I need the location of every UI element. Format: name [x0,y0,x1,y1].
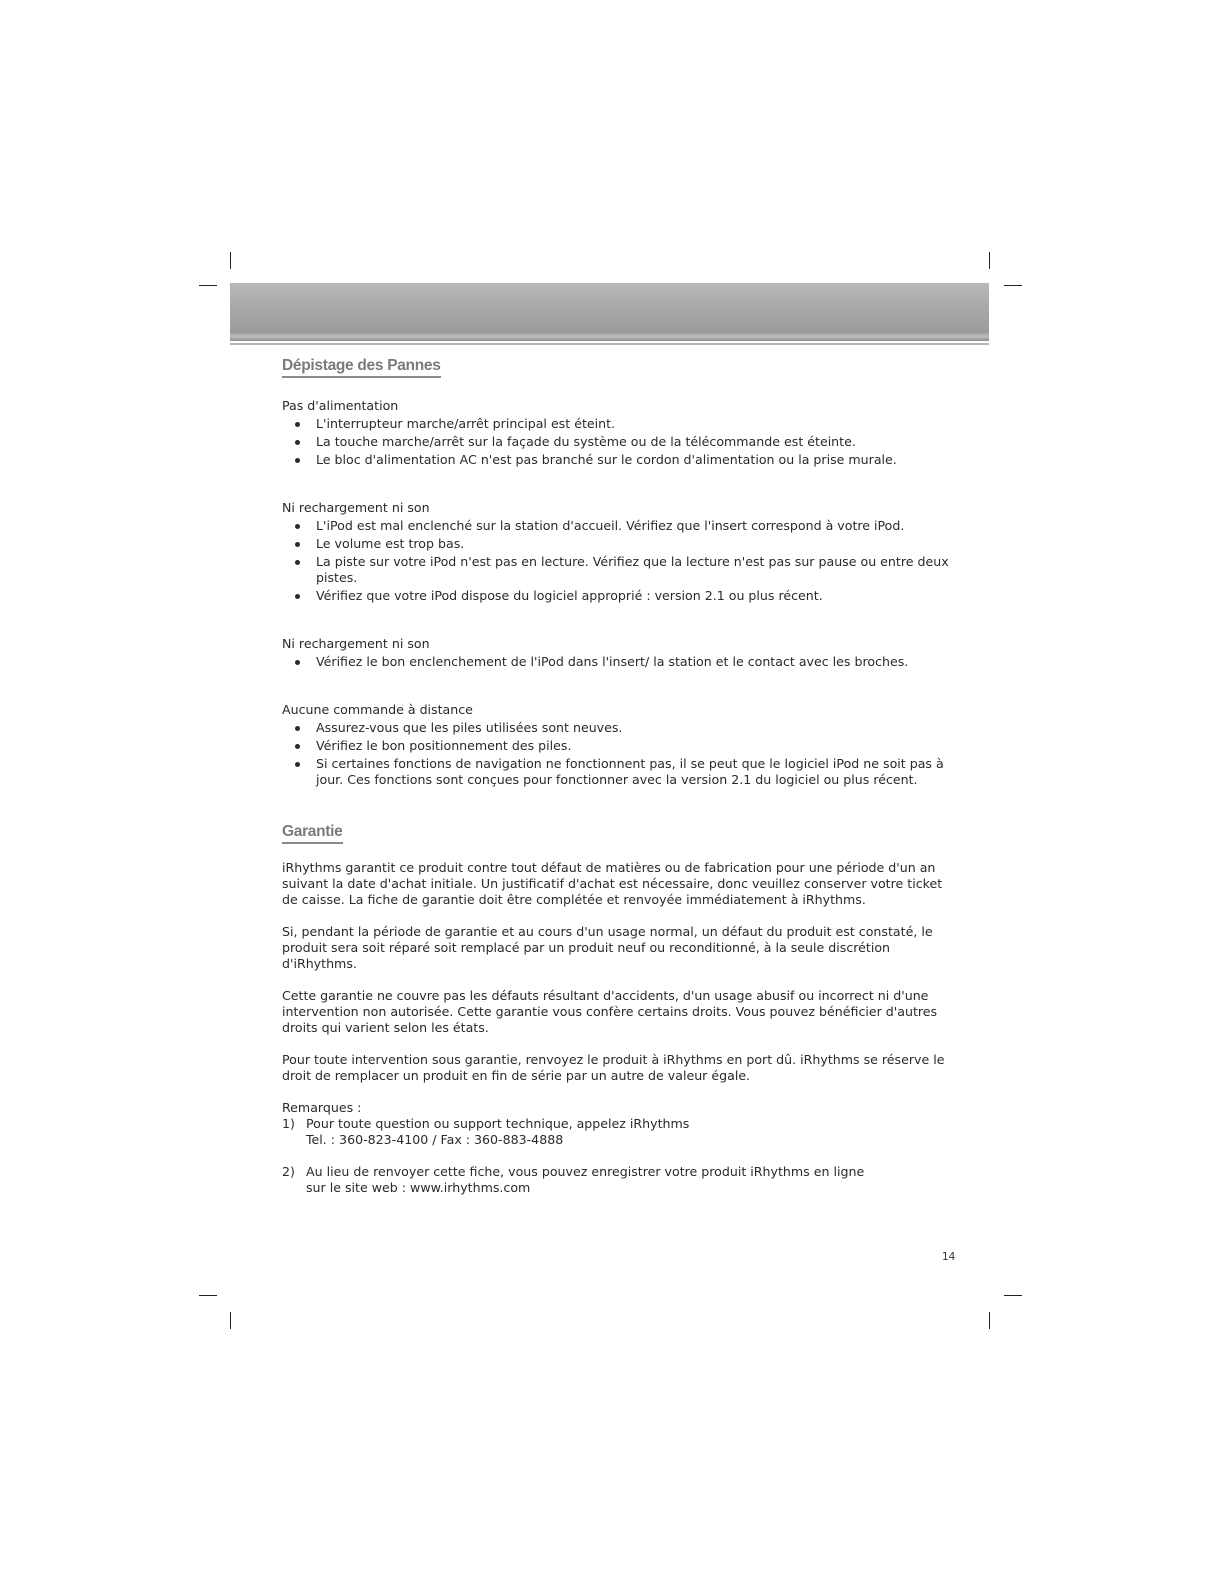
list-item [282,738,952,754]
list-item [282,1116,952,1148]
crop-mark [199,285,217,286]
remarks-list [282,1116,952,1196]
crop-mark [230,1312,231,1329]
warranty-paragraph: Si, pendant la période de garantie et au cours d'un usage normal, un défaut du produit est constaté, le produit sera soit réparé soit remplacé par un produit neuf ou reconditionné, à la seule discrétion d'iRhythms. [282,924,933,971]
note-contact: Tel. : 360-823-4100 / Fax : 360-883-4888 [306,1132,564,1147]
bullet-list [282,416,952,468]
bullet-list [282,654,952,670]
crop-mark [1004,285,1022,286]
bullet-list [282,720,952,788]
bullet-icon [295,744,300,749]
troubleshooting-heading-wrap [282,358,952,386]
list-item-text: Vérifiez le bon enclenchement de l'iPod dans l'insert/ la station et le contact avec les broches. [316,654,909,669]
crop-mark [989,252,990,269]
page-number: 14 [942,1251,956,1263]
list-item [282,434,952,450]
crop-mark [230,252,231,269]
bullet-icon [295,726,300,731]
list-item [282,756,952,788]
list-item-text: La piste sur votre iPod n'est pas en lecture. Vérifiez que la lecture n'est pas sur pause ou entre deux pistes. [316,554,949,585]
list-item-text: Le volume est trop bas. [316,536,465,551]
warranty-heading-wrap [282,824,952,852]
list-item [282,588,952,604]
list-item [282,554,952,586]
bullet-icon [295,594,300,599]
list-item-text: Vérifiez que votre iPod dispose du logiciel approprié : version 2.1 ou plus récent. [316,588,823,603]
list-item-text: Si certaines fonctions de navigation ne fonctionnent pas, il se peut que le logiciel iPod ne soit pas à jour. Ces fonctions sont conçues pour fonctionner avec la version 2.1 du logiciel ou plus récent. [316,756,944,787]
note-website: sur le site web : www.irhythms.com [306,1180,531,1195]
troubleshooting-group [282,500,952,604]
list-item-text: L'iPod est mal enclenché sur la station d'accueil. Vérifiez que l'insert correspond à votre iPod. [316,518,905,533]
bullet-icon [295,762,300,767]
list-item-text: La touche marche/arrêt sur la façade du système ou de la télécommande est éteinte. [316,434,856,449]
header-divider [230,343,989,345]
warranty-paragraph: Cette garantie ne couvre pas les défauts résultant d'accidents, d'un usage abusif ou incorrect ni d'une intervention non autorisée. Cette garantie vous confère certains droits. Vous pouvez bénéficier d'autres droits qui varient selon les états. [282,988,938,1035]
note-number: 1) [282,1116,295,1131]
group-title: Aucune commande à distance [282,702,473,717]
bullet-icon [295,660,300,665]
list-item [282,1164,952,1196]
list-item [282,654,952,670]
troubleshooting-title: Dépistage des Pannes [282,358,441,378]
list-item-text: Assurez-vous que les piles utilisées sont neuves. [316,720,623,735]
bullet-icon [295,542,300,547]
group-title: Ni rechargement ni son [282,500,430,515]
list-item [282,518,952,534]
warranty-paragraph: iRhythms garantit ce produit contre tout défaut de matières ou de fabrication pour une période d'un an suivant la date d'achat initiale. Un justificatif d'achat est nécessaire, donc veuillez conserver votre ticket de caisse. La fiche de garantie doit être complétée et renvoyée immédiatement à iRhythms. [282,860,943,907]
warranty-title: Garantie [282,824,343,844]
list-item [282,536,952,552]
bullet-list [282,518,952,604]
bullet-icon [295,422,300,427]
note-line: Au lieu de renvoyer cette fiche, vous pouvez enregistrer votre produit iRhythms en ligne [306,1164,865,1179]
troubleshooting-group [282,398,952,468]
troubleshooting-group [282,636,952,670]
list-item [282,720,952,736]
crop-mark [989,1312,990,1329]
troubleshooting-group [282,702,952,788]
crop-mark [199,1295,217,1296]
note-line: Pour toute question ou support technique, appelez iRhythms [306,1116,690,1131]
list-item-text: L'interrupteur marche/arrêt principal est éteint. [316,416,616,431]
note-number: 2) [282,1164,295,1179]
bullet-icon [295,440,300,445]
group-title: Ni rechargement ni son [282,636,430,651]
bullet-icon [295,458,300,463]
list-item [282,416,952,432]
list-item-text: Le bloc d'alimentation AC n'est pas branché sur le cordon d'alimentation ou la prise murale. [316,452,897,467]
crop-mark [1004,1295,1022,1296]
bullet-icon [295,524,300,529]
list-item-text: Vérifiez le bon positionnement des piles. [316,738,572,753]
warranty-paragraph: Pour toute intervention sous garantie, renvoyez le produit à iRhythms en port dû. iRhythms se réserve le droit de remplacer un produit en fin de série par un autre de valeur égale. [282,1052,945,1083]
remarks-title: Remarques : [282,1100,362,1115]
group-title: Pas d'alimentation [282,398,399,413]
page-content [282,358,952,1196]
list-item [282,452,952,468]
header-band [230,283,989,341]
bullet-icon [295,560,300,565]
